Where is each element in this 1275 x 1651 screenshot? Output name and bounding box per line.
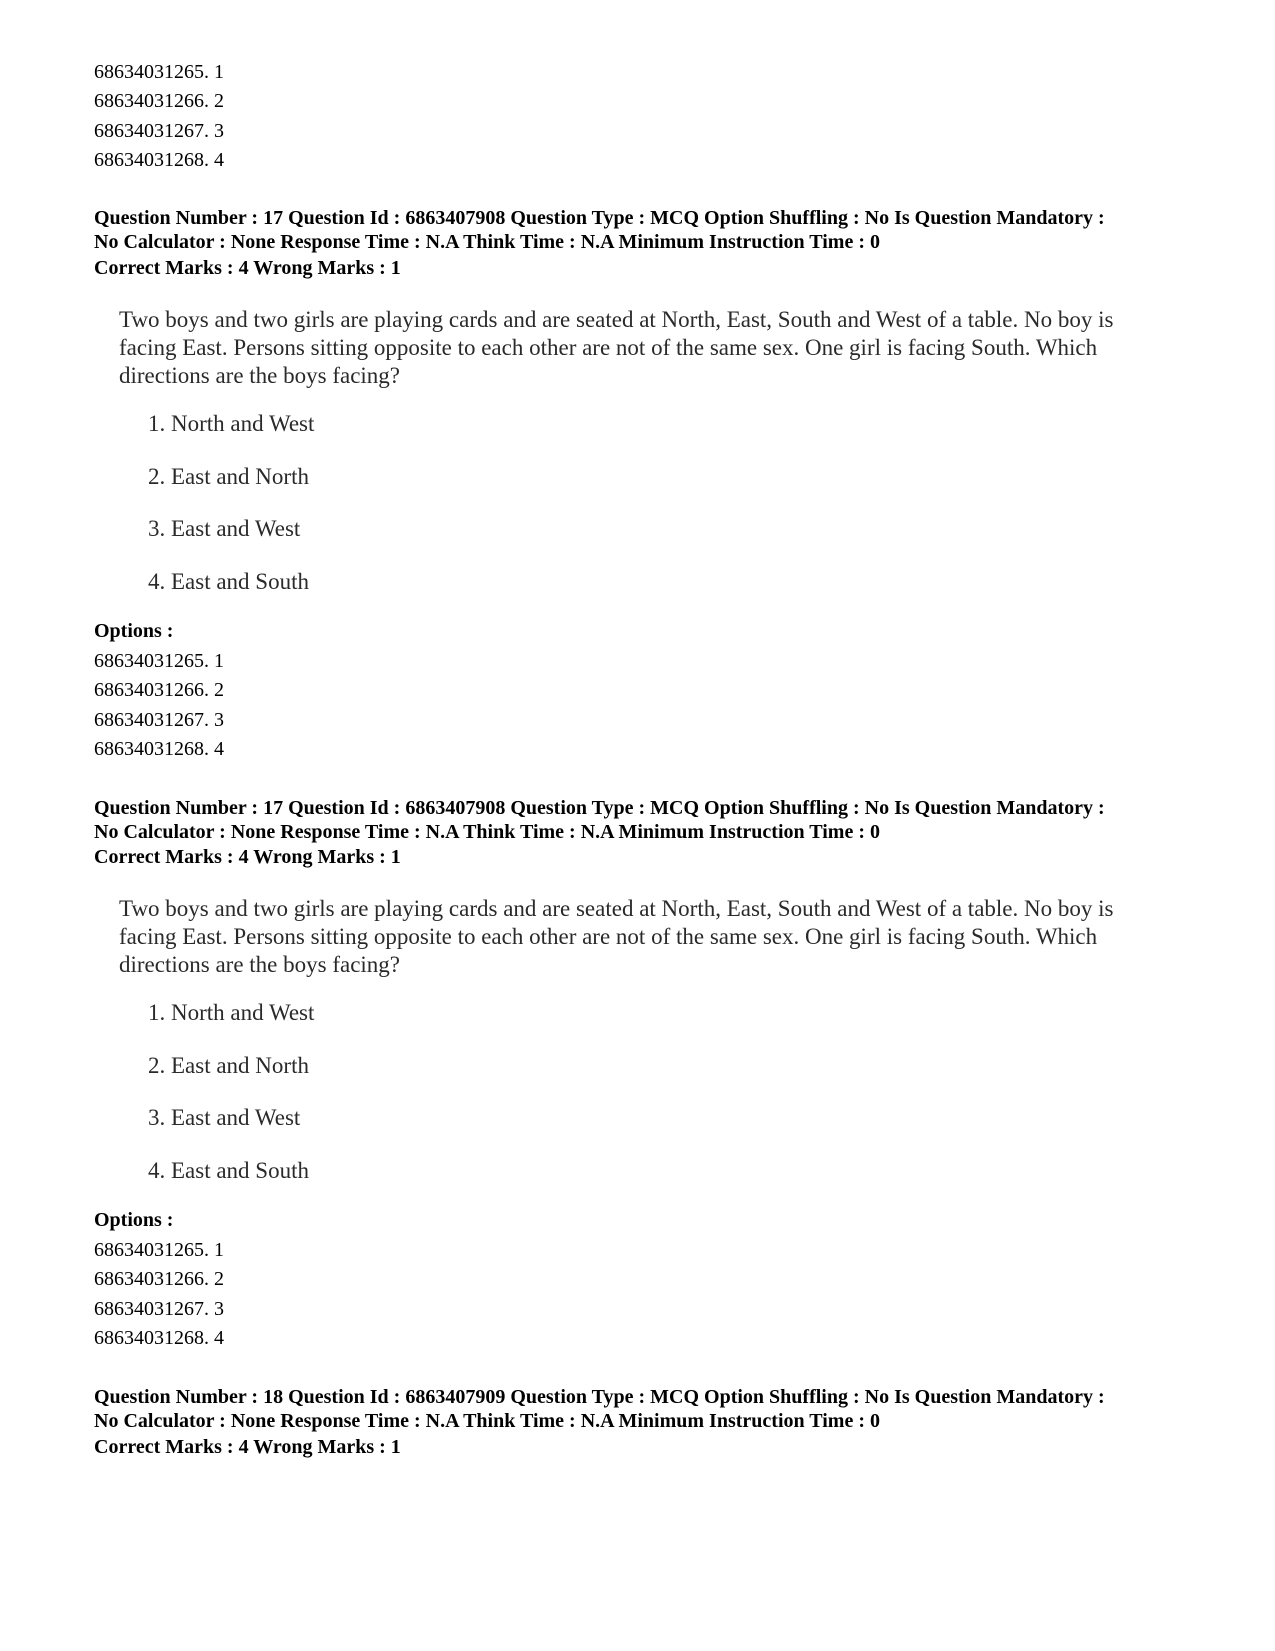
option-line: 68634031268. 4 [94,737,224,760]
question-header-line1: Question Number : 18 Question Id : 6863407909 Question Type : MCQ Option Shuffling : No Is Question Mandatory : [94,1386,1105,1408]
options-label: Options : [94,620,174,642]
marks-line: Correct Marks : 4 Wrong Marks : 1 [94,846,401,868]
option-line: 68634031265. 1 [94,61,224,83]
option-line: 68634031266. 2 [94,679,224,702]
top-options-list [94,58,224,175]
choice-1: 1. North and West [148,411,315,436]
option-line: 68634031267. 3 [94,1297,224,1320]
choice-1: 1. North and West [148,1000,315,1025]
options-label: Options : [94,1209,174,1231]
option-line: 68634031265. 1 [94,650,224,672]
question-header-line2: No Calculator : None Response Time : N.A Think Time : N.A Minimum Instruction Time : 0 [94,231,880,253]
choice-2: 2. East and North [148,1053,309,1078]
option-line: 68634031265. 1 [94,1239,224,1261]
question-header [94,796,1204,844]
choice-2: 2. East and North [148,464,309,489]
option-line: 68634031268. 4 [94,1326,224,1349]
option-line: 68634031268. 4 [94,148,224,171]
question-header-line2: No Calculator : None Response Time : N.A Think Time : N.A Minimum Instruction Time : 0 [94,821,880,843]
question-header [94,206,1204,254]
marks-line: Correct Marks : 4 Wrong Marks : 1 [94,1436,401,1458]
choice-3: 3. East and West [148,1105,301,1130]
options-list [94,1236,224,1353]
marks-line: Correct Marks : 4 Wrong Marks : 1 [94,257,401,279]
option-line: 68634031266. 2 [94,1268,224,1291]
question-header [94,1385,1204,1433]
question-text: Two boys and two girls are playing cards and are seated at North, East, South and West of a table. No boy is facing East. Persons sitting opposite to each other are not of the same sex. One girl is facing South. Which directions are the boys facing? [119,307,1114,388]
choice-4: 4. East and South [148,569,309,594]
option-line: 68634031267. 3 [94,119,224,142]
options-list [94,647,224,764]
choice-4: 4. East and South [148,1158,309,1183]
question-header-line1: Question Number : 17 Question Id : 6863407908 Question Type : MCQ Option Shuffling : No Is Question Mandatory : [94,207,1105,229]
option-line: 68634031267. 3 [94,708,224,731]
option-line: 68634031266. 2 [94,90,224,113]
choice-3: 3. East and West [148,516,301,541]
question-header-line2: No Calculator : None Response Time : N.A Think Time : N.A Minimum Instruction Time : 0 [94,1410,880,1432]
question-header-line1: Question Number : 17 Question Id : 6863407908 Question Type : MCQ Option Shuffling : No Is Question Mandatory : [94,797,1105,819]
question-text: Two boys and two girls are playing cards and are seated at North, East, South and West of a table. No boy is facing East. Persons sitting opposite to each other are not of the same sex. One girl is facing South. Which directions are the boys facing? [119,896,1114,977]
